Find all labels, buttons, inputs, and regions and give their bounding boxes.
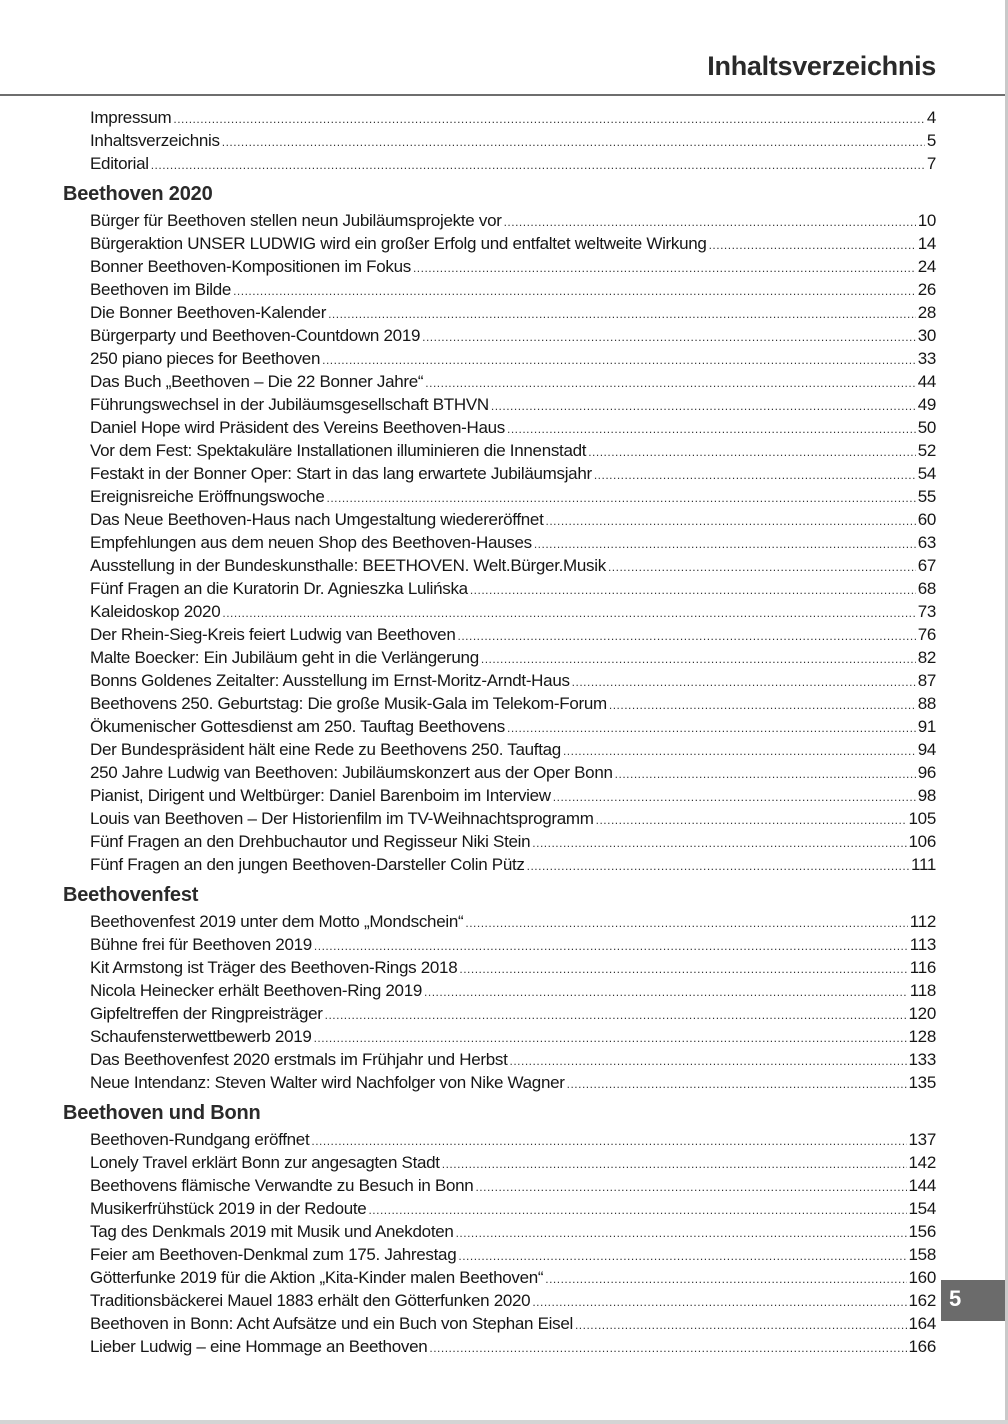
dot-leader	[442, 1153, 907, 1176]
toc-entry-title: Bürger für Beethoven stellen neun Jubiläumsprojekte vor	[90, 211, 502, 230]
toc-entry-page: 14	[917, 234, 936, 253]
toc-entry[interactable]	[63, 232, 936, 255]
toc-entry-title: Ausstellung in der Bundeskunsthalle: BEETHOVEN. Welt.Bürger.Musik	[90, 556, 606, 575]
toc-entry-title: Die Bonner Beethoven-Kalender	[90, 303, 327, 322]
dot-leader	[594, 464, 916, 487]
toc-entry-page: 33	[917, 349, 936, 368]
toc-entry-title: Inhaltsverzeichnis	[90, 131, 220, 150]
dot-leader	[325, 1004, 907, 1027]
dot-leader	[572, 671, 916, 694]
toc-entry[interactable]	[63, 1071, 936, 1094]
toc-entry-title: Fünf Fragen an den jungen Beethoven-Darsteller Colin Pütz	[90, 855, 525, 874]
toc-entry-title: Bühne frei für Beethoven 2019	[90, 935, 312, 954]
toc-entry[interactable]	[63, 1002, 936, 1025]
dot-leader	[504, 211, 916, 234]
dot-leader	[413, 257, 916, 280]
toc-entry[interactable]	[63, 761, 936, 784]
toc-entry[interactable]	[63, 209, 936, 232]
dot-leader	[327, 487, 916, 510]
toc-entry-title: Der Rhein-Sieg-Kreis feiert Ludwig van Beethoven	[90, 625, 456, 644]
toc-entry-page: 118	[909, 981, 936, 1000]
toc-entry-title: Pianist, Dirigent und Weltbürger: Daniel Barenboim im Interview	[90, 786, 551, 805]
toc-entry-page: 76	[917, 625, 936, 644]
dot-leader	[328, 303, 916, 326]
toc-entry-title: Tag des Denkmals 2019 mit Musik und Anekdoten	[90, 1222, 454, 1241]
dot-leader	[609, 694, 916, 717]
toc-entry[interactable]	[63, 301, 936, 324]
toc-entry[interactable]	[63, 1335, 936, 1358]
toc-entry[interactable]	[63, 807, 936, 830]
toc-entry-title: Lonely Travel erklärt Bonn zur angesagten Stadt	[90, 1153, 440, 1172]
toc-entry-title: Beethovenfest 2019 unter dem Motto „Mondschein“	[90, 912, 464, 931]
toc-entry[interactable]	[63, 1174, 936, 1197]
toc-entry-title: 250 piano pieces for Beethoven	[90, 349, 321, 368]
toc-entry-page: 96	[917, 763, 936, 782]
toc-entry[interactable]	[63, 255, 936, 278]
toc-entry[interactable]	[63, 531, 936, 554]
toc-entry-page: 128	[908, 1027, 936, 1046]
page-number-tab: 5	[941, 1280, 1005, 1321]
toc-entry-page: 26	[917, 280, 936, 299]
toc-entry-page: 87	[917, 671, 936, 690]
toc-entry[interactable]	[63, 692, 936, 715]
toc-entry-title: Das Beethovenfest 2020 erstmals im Frühjahr und Herbst	[90, 1050, 508, 1069]
dot-leader	[314, 1027, 907, 1050]
dot-leader	[563, 740, 916, 763]
toc-entry[interactable]	[63, 933, 936, 956]
toc-entry-page: 112	[909, 912, 936, 931]
title-divider	[0, 94, 1005, 96]
section-heading: Beethoven und Bonn	[63, 1102, 261, 1124]
toc-entry[interactable]	[63, 278, 936, 301]
toc-entry-page: 5	[926, 131, 936, 150]
dot-leader	[456, 1222, 907, 1245]
toc-entry-page: 116	[909, 958, 936, 977]
toc-entry-page: 10	[917, 211, 936, 230]
toc-entry-title: Bonns Goldenes Zeitalter: Ausstellung im Ernst-Moritz-Arndt-Haus	[90, 671, 570, 690]
dot-leader	[314, 935, 908, 958]
toc-entry-title: Malte Boecker: Ein Jubiläum geht in die Verlängerung	[90, 648, 479, 667]
dot-leader	[368, 1199, 906, 1222]
toc-entry-page: 154	[908, 1199, 936, 1218]
toc-entry[interactable]	[63, 646, 936, 669]
dot-leader	[534, 533, 916, 556]
toc-entry-title: Bürgerparty und Beethoven-Countdown 2019	[90, 326, 421, 345]
toc-entry-page: 106	[908, 832, 936, 851]
toc-entry[interactable]	[63, 324, 936, 347]
toc-entry-title: Führungswechsel in der Jubiläumsgesellschaft BTHVN	[90, 395, 489, 414]
toc-entry[interactable]	[63, 1266, 936, 1289]
dot-leader	[429, 1337, 906, 1360]
dot-leader	[424, 981, 908, 1004]
toc-entry-page: 120	[908, 1004, 936, 1023]
toc-entry-page: 68	[917, 579, 936, 598]
toc-entry[interactable]	[63, 370, 936, 393]
dot-leader	[553, 786, 916, 809]
toc-entry[interactable]	[63, 956, 936, 979]
dot-leader	[567, 1073, 907, 1096]
toc-entry-page: 133	[908, 1050, 936, 1069]
dot-leader	[608, 556, 916, 579]
dot-leader	[507, 717, 916, 740]
toc-entry[interactable]	[63, 485, 936, 508]
toc-entry-page: 73	[917, 602, 936, 621]
dot-leader	[596, 809, 907, 832]
toc-entry-title: Fünf Fragen an den Drehbuchautor und Regisseur Niki Stein	[90, 832, 531, 851]
toc-entry-page: 67	[917, 556, 936, 575]
dot-leader	[457, 625, 915, 648]
dot-leader	[546, 510, 916, 533]
toc-entry[interactable]	[63, 853, 936, 876]
toc-entry-page: 144	[908, 1176, 936, 1195]
toc-entry-page: 28	[917, 303, 936, 322]
toc-entry-page: 49	[917, 395, 936, 414]
toc-entry-page: 4	[926, 108, 936, 127]
dot-leader	[588, 441, 915, 464]
dot-leader	[532, 1291, 906, 1314]
toc-entry-title: Festakt in der Bonner Oper: Start in das lang erwartete Jubiläumsjahr	[90, 464, 592, 483]
toc-entry[interactable]	[63, 600, 936, 623]
dot-leader	[507, 418, 916, 441]
toc-entry-page: 82	[917, 648, 936, 667]
dot-leader	[151, 154, 925, 177]
toc-entry-page: 113	[909, 935, 936, 954]
dot-leader	[532, 832, 906, 855]
toc-entry-title: Nicola Heinecker erhält Beethoven-Ring 2019	[90, 981, 423, 1000]
toc-entry[interactable]	[63, 1048, 936, 1071]
toc-entry-title: Editorial	[90, 154, 149, 173]
toc-entry-title: Fünf Fragen an die Kuratorin Dr. Agnieszka Lulińska	[90, 579, 468, 598]
toc-entry-title: Bürgeraktion UNSER LUDWIG wird ein großer Erfolg und entfaltet weltweite Wirkung	[90, 234, 707, 253]
toc-entry-title: Kit Armstong ist Träger des Beethoven-Rings 2018	[90, 958, 458, 977]
dot-leader	[311, 1130, 906, 1153]
dot-leader	[545, 1268, 906, 1291]
toc-entry-title: Gipfeltreffen der Ringpreisträger	[90, 1004, 323, 1023]
section-heading: Beethoven 2020	[63, 183, 213, 205]
toc-entry-page: 60	[917, 510, 936, 529]
toc-entry-page: 44	[917, 372, 936, 391]
dot-leader	[491, 395, 916, 418]
toc-entry[interactable]	[63, 738, 936, 761]
toc-entry-page: 162	[908, 1291, 936, 1310]
dot-leader	[575, 1314, 907, 1337]
toc-entry[interactable]	[63, 715, 936, 738]
toc-entry[interactable]	[63, 577, 936, 600]
dot-leader	[510, 1050, 907, 1073]
dot-leader	[527, 855, 909, 878]
toc-entry-title: 250 Jahre Ludwig van Beethoven: Jubiläumskonzert aus der Oper Bonn	[90, 763, 613, 782]
toc-entry-title: Traditionsbäckerei Mauel 1883 erhält den Götterfunken 2020	[90, 1291, 531, 1310]
toc-entry-page: 135	[908, 1073, 936, 1092]
toc-entry-page: 164	[908, 1314, 936, 1333]
toc-entry-page: 142	[908, 1153, 936, 1172]
dot-leader	[425, 372, 915, 395]
toc-entry-title: Beethoven im Bilde	[90, 280, 232, 299]
toc-entry-page: 50	[917, 418, 936, 437]
toc-entry[interactable]	[63, 1128, 936, 1151]
toc-entry[interactable]	[63, 1197, 936, 1220]
toc-entry-page: 111	[911, 855, 936, 874]
dot-leader	[322, 349, 916, 372]
toc-entry[interactable]	[63, 439, 936, 462]
toc-entry[interactable]	[63, 152, 936, 175]
toc-entry[interactable]	[63, 129, 936, 152]
toc-entry[interactable]	[63, 1220, 936, 1243]
table-of-contents	[63, 106, 936, 1358]
toc-entry-title: Der Bundespräsident hält eine Rede zu Beethovens 250. Tauftag	[90, 740, 561, 759]
dot-leader	[465, 912, 907, 935]
toc-entry-title: Ökumenischer Gottesdienst am 250. Tauftag Beethovens	[90, 717, 506, 736]
dot-leader	[422, 326, 916, 349]
toc-entry[interactable]	[63, 1243, 936, 1266]
toc-entry-page: 94	[917, 740, 936, 759]
toc-entry-title: Beethovens flämische Verwandte zu Besuch in Bonn	[90, 1176, 474, 1195]
toc-entry-page: 55	[917, 487, 936, 506]
dot-leader	[470, 579, 916, 602]
dot-leader	[233, 280, 916, 303]
toc-entry[interactable]	[63, 347, 936, 370]
toc-entry-title: Ereignisreiche Eröffnungswoche	[90, 487, 325, 506]
toc-entry-title: Das Neue Beethoven-Haus nach Umgestaltung wiedereröffnet	[90, 510, 544, 529]
toc-entry-page: 105	[908, 809, 936, 828]
toc-entry-title: Lieber Ludwig – eine Hommage an Beethoven	[90, 1337, 428, 1356]
dot-leader	[709, 234, 916, 257]
toc-entry[interactable]	[63, 623, 936, 646]
toc-entry[interactable]	[63, 979, 936, 1002]
dot-leader	[475, 1176, 906, 1199]
toc-entry-page: 88	[917, 694, 936, 713]
toc-entry-title: Das Buch „Beethoven – Die 22 Bonner Jahre“	[90, 372, 424, 391]
toc-entry-page: 7	[926, 154, 936, 173]
toc-entry-title: Neue Intendanz: Steven Walter wird Nachfolger von Nike Wagner	[90, 1073, 565, 1092]
toc-entry-title: Empfehlungen aus dem neuen Shop des Beethoven-Hauses	[90, 533, 532, 552]
section-heading: Beethovenfest	[63, 884, 199, 906]
toc-entry-page: 160	[908, 1268, 936, 1287]
toc-entry-title: Bonner Beethoven-Kompositionen im Fokus	[90, 257, 411, 276]
toc-entry[interactable]	[63, 910, 936, 933]
toc-entry-page: 156	[908, 1222, 936, 1241]
toc-entry-page: 158	[908, 1245, 936, 1264]
toc-entry[interactable]	[63, 830, 936, 853]
toc-entry[interactable]	[63, 393, 936, 416]
toc-entry[interactable]	[63, 554, 936, 577]
toc-entry-page: 98	[917, 786, 936, 805]
toc-entry[interactable]	[63, 1312, 936, 1335]
toc-entry[interactable]	[63, 669, 936, 692]
toc-entry-page: 63	[917, 533, 936, 552]
toc-entry[interactable]	[63, 106, 936, 129]
toc-entry-title: Beethoven-Rundgang eröffnet	[90, 1130, 310, 1149]
toc-entry-page: 91	[917, 717, 936, 736]
dot-leader	[222, 602, 915, 625]
page-title: Inhaltsverzeichnis	[707, 51, 936, 81]
toc-entry[interactable]	[63, 1025, 936, 1048]
toc-entry[interactable]	[63, 784, 936, 807]
dot-leader	[459, 958, 907, 981]
toc-entry-page: 54	[917, 464, 936, 483]
toc-entry-title: Schaufensterwettbewerb 2019	[90, 1027, 312, 1046]
toc-entry-page: 137	[908, 1130, 936, 1149]
toc-entry-title: Feier am Beethoven-Denkmal zum 175. Jahrestag	[90, 1245, 457, 1264]
toc-entry[interactable]	[63, 462, 936, 485]
dot-leader	[458, 1245, 906, 1268]
toc-entry-title: Beethovens 250. Geburtstag: Die große Musik-Gala im Telekom-Forum	[90, 694, 607, 713]
toc-entry-title: Impressum	[90, 108, 172, 127]
toc-entry-title: Kaleidoskop 2020	[90, 602, 221, 621]
toc-entry-title: Vor dem Fest: Spektakuläre Installationen illuminieren die Innenstadt	[90, 441, 587, 460]
toc-entry-page: 52	[917, 441, 936, 460]
page-bottom-edge	[0, 1420, 1008, 1424]
toc-entry-title: Beethoven in Bonn: Acht Aufsätze und ein Buch von Stephan Eisel	[90, 1314, 573, 1333]
toc-entry-page: 30	[917, 326, 936, 345]
toc-entry-page: 166	[908, 1337, 936, 1356]
toc-entry-title: Daniel Hope wird Präsident des Vereins Beethoven-Haus	[90, 418, 506, 437]
toc-entry[interactable]	[63, 416, 936, 439]
dot-leader	[173, 108, 924, 131]
toc-entry[interactable]	[63, 508, 936, 531]
dot-leader	[481, 648, 916, 671]
toc-entry-title: Louis van Beethoven – Der Historienfilm im TV-Weihnachtsprogramm	[90, 809, 594, 828]
dot-leader	[615, 763, 916, 786]
toc-entry[interactable]	[63, 1289, 936, 1312]
toc-entry-title: Musikerfrühstück 2019 in der Redoute	[90, 1199, 367, 1218]
toc-entry[interactable]	[63, 1151, 936, 1174]
toc-entry-page: 24	[917, 257, 936, 276]
toc-entry-title: Götterfunke 2019 für die Aktion „Kita-Kinder malen Beethoven“	[90, 1268, 544, 1287]
dot-leader	[222, 131, 925, 154]
